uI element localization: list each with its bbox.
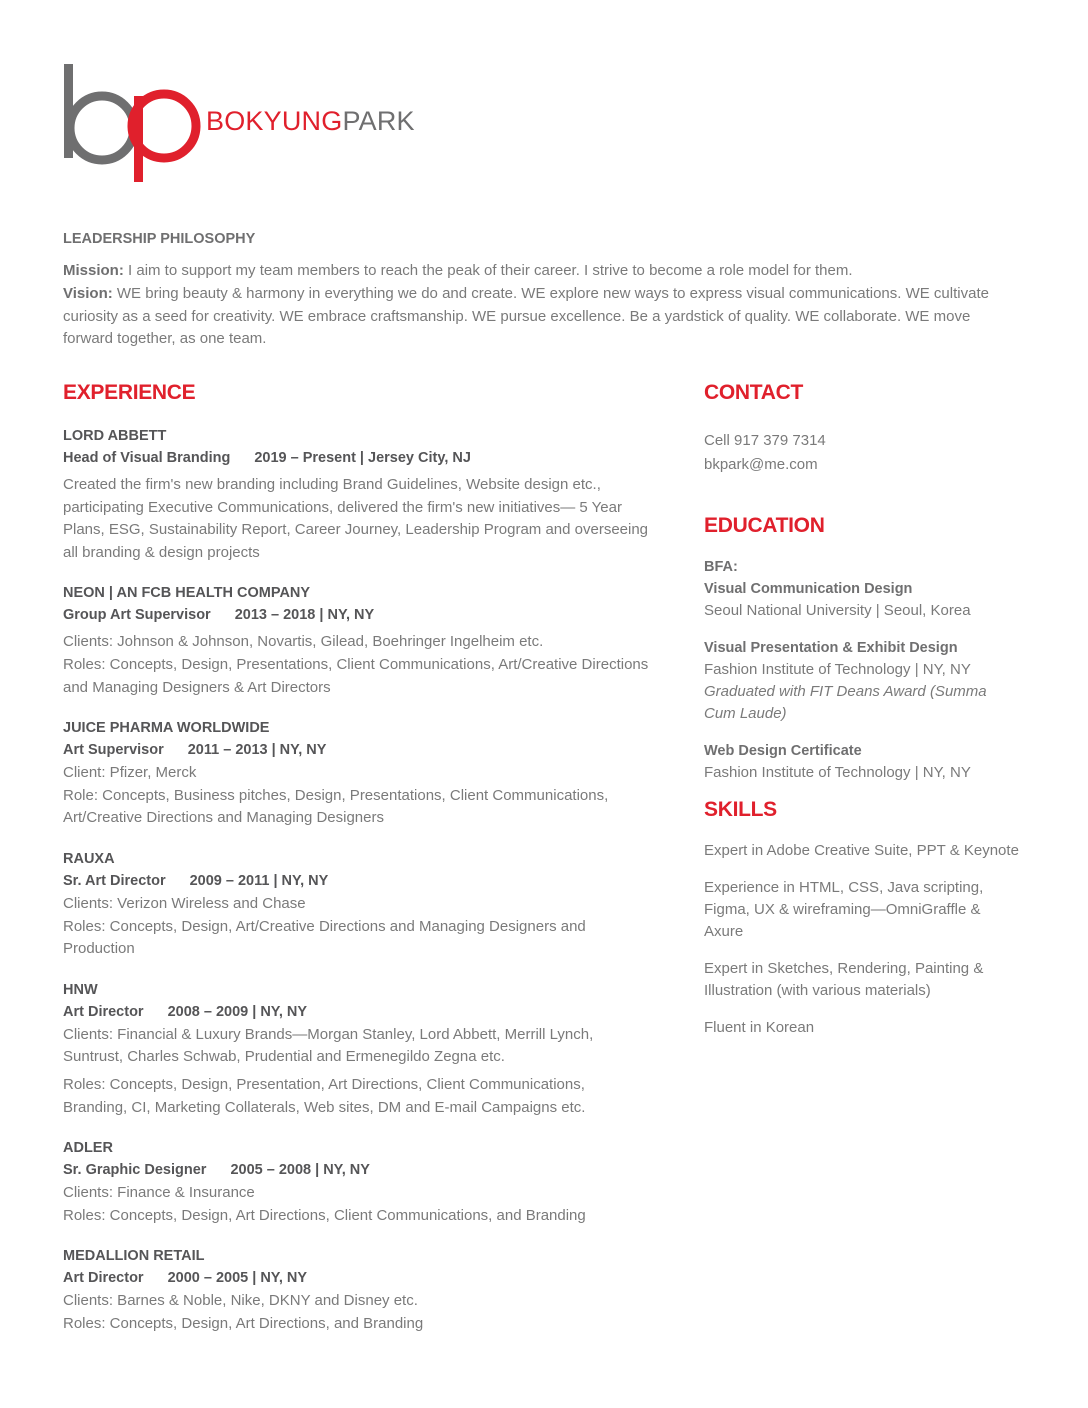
experience-title: EXPERIENCE (63, 381, 196, 404)
job-role: Head of Visual Branding (63, 450, 231, 466)
skill-item: Expert in Sketches, Rendering, Painting & Illustration (with various materials) (704, 960, 984, 999)
skills-list (704, 840, 1054, 1039)
philosophy-title: LEADERSHIP PHILOSOPHY (63, 231, 256, 247)
job-entry (63, 1137, 653, 1227)
job-entry (63, 717, 653, 830)
vision-label: Vision: (63, 284, 113, 302)
experience-list (63, 425, 653, 1335)
skill-item: Fluent in Korean (704, 1019, 815, 1036)
job-company: RAUXA (63, 850, 115, 867)
contact-section (704, 382, 1054, 477)
job-role: Sr. Art Director (63, 872, 166, 889)
job-period: 2000 – 2005 | NY, NY (167, 1270, 308, 1287)
education-section (704, 515, 1054, 784)
education-title: EDUCATION (704, 514, 825, 537)
job-entry (63, 1245, 653, 1335)
job-role: Art Supervisor (63, 742, 164, 759)
job-roles: Roles: Concepts, Design, Presentations, Client Communications, Art/Creative Directions and Managing Designers & Art Directors (63, 655, 649, 696)
contact-phone: Cell 917 379 7314 (704, 432, 826, 449)
education-item (704, 637, 1054, 725)
job-clients: Clients: Finance & Insurance (63, 1184, 255, 1202)
skill-item: Expert in Adobe Creative Suite, PPT & Keynote (704, 842, 1019, 859)
job-roles: Roles: Concepts, Design, Presentation, Art Directions, Client Communications, Branding, CI, Marketing Collaterals, Web sites, DM and E-mail Campaigns etc. (63, 1075, 586, 1116)
job-role: Group Art Supervisor (63, 607, 211, 624)
job-company: MEDALLION RETAIL (63, 1248, 205, 1265)
education-program: Visual Communication Design (704, 581, 913, 597)
education-program: Visual Presentation & Exhibit Design (704, 640, 958, 656)
job-clients: Clients: Johnson & Johnson, Novartis, Gilead, Boehringer Ingelheim etc. (63, 633, 544, 651)
job-role-line (63, 739, 653, 762)
education-degree: BFA: (704, 559, 738, 575)
job-role-line (63, 604, 653, 627)
job-role-line (63, 1159, 653, 1182)
job-role-line (63, 870, 653, 893)
job-period: 2013 – 2018 | NY, NY (234, 607, 375, 624)
job-entry (63, 979, 653, 1119)
brand-name (206, 108, 415, 135)
education-item (704, 556, 1054, 622)
contact-email: bkpark@me.com (704, 456, 818, 473)
job-period: 2009 – 2011 | NY, NY (189, 872, 329, 889)
job-entry (63, 582, 653, 699)
job-period: 2019 – Present | Jersey City, NJ (254, 450, 471, 466)
brand-last-name: PARK (342, 106, 415, 136)
education-school: Fashion Institute of Technology | NY, NY (704, 764, 971, 781)
job-entry (63, 425, 653, 564)
job-period: 2005 – 2008 | NY, NY (230, 1162, 370, 1179)
job-roles: Role: Concepts, Business pitches, Design, Presentations, Client Communications, Art/Creative Directions and Managing Designers (63, 786, 609, 827)
education-list (704, 556, 1054, 784)
education-school: Fashion Institute of Technology | NY, NY (704, 661, 971, 678)
job-roles: Roles: Concepts, Design, Art Directions, and Branding (63, 1314, 424, 1332)
education-program: Web Design Certificate (704, 743, 862, 759)
bp-monogram-logo-icon (62, 62, 202, 184)
brand-first-name: BOKYUNG (206, 106, 343, 136)
mission-statement (63, 260, 1023, 283)
job-company: JUICE PHARMA WORLDWIDE (63, 720, 270, 737)
job-company: NEON | AN FCB HEALTH COMPANY (63, 585, 311, 602)
job-role-line (63, 447, 653, 470)
education-school: Seoul National University | Seoul, Korea (704, 602, 971, 619)
education-item (704, 740, 1054, 784)
contact-title: CONTACT (704, 381, 803, 404)
job-roles: Roles: Concepts, Design, Art/Creative Directions and Managing Designers and Production (63, 917, 586, 958)
job-company: HNW (63, 981, 98, 998)
mission-text: I aim to support my team members to reach the peak of their career. I strive to become a role model for them. (123, 262, 853, 279)
job-clients: Clients: Verizon Wireless and Chase (63, 894, 306, 912)
job-role-line (63, 1267, 653, 1290)
skills-section (704, 799, 1054, 1039)
skills-title: SKILLS (704, 798, 777, 821)
vision-statement (63, 283, 1023, 351)
vision-text: WE bring beauty & harmony in everything we do and create. WE explore new ways to express visual communications. WE cultivate curiosity as a seed for creativity. WE embrace craftsmanship. WE pursue excellence. Be a yardstick of quality. WE collaborate. WE move forward together, as one team. (63, 284, 989, 348)
job-company: ADLER (63, 1140, 113, 1157)
leadership-philosophy (63, 231, 1023, 351)
job-period: 2008 – 2009 | NY, NY (167, 1003, 308, 1020)
mission-label: Mission: (63, 262, 124, 279)
education-honor: Graduated with FIT Deans Award (Summa Cum Laude) (704, 683, 987, 722)
job-clients: Client: Pfizer, Merck (63, 764, 197, 782)
job-clients: Clients: Financial & Luxury Brands—Morgan Stanley, Lord Abbett, Merrill Lynch, Suntrust, Charles Schwab, Prudential and Ermenegildo Zegna etc. (63, 1025, 594, 1066)
job-role: Art Director (63, 1003, 144, 1020)
job-role: Art Director (63, 1270, 144, 1287)
skill-item: Experience in HTML, CSS, Java scripting, Figma, UX & wireframing—OmniGraffle & Axure (704, 879, 984, 940)
job-role-line (63, 1001, 653, 1024)
job-company: LORD ABBETT (63, 428, 167, 444)
experience-section (63, 382, 653, 1353)
job-clients: Clients: Barnes & Noble, Nike, DKNY and Disney etc. (63, 1292, 418, 1310)
job-description: Created the firm's new branding including Brand Guidelines, Website design etc., participating Executive Communications, delivered the firm's new initiatives— 5 Year Plans, ESG, Sustainability Report, Career Journey, Leadership Program and overseeing all branding & design projects (63, 476, 649, 561)
sidebar-column (704, 382, 1054, 1054)
job-roles: Roles: Concepts, Design, Art Directions, Client Communications, and Branding (63, 1206, 586, 1224)
job-entry (63, 848, 653, 961)
contact-details (704, 429, 1054, 477)
job-period: 2011 – 2013 | NY, NY (187, 742, 327, 759)
job-role: Sr. Graphic Designer (63, 1162, 207, 1179)
